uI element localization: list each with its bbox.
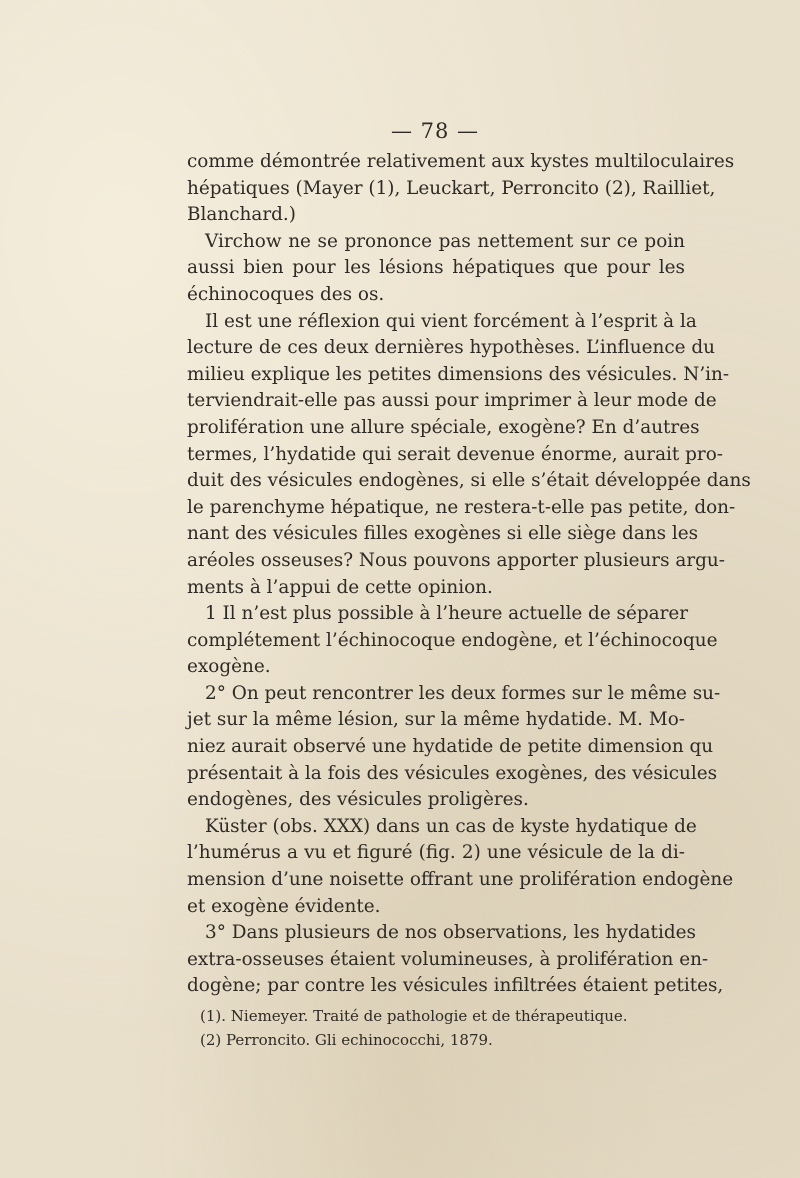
text-line: comme démontrée relativement aux kystes multiloculaires bbox=[187, 151, 735, 172]
text-line: prolifération une allure spéciale, exogène? En d’autres bbox=[187, 416, 700, 438]
text-line: jet sur la même lésion, sur la même hydatide. M. Mo- bbox=[187, 709, 685, 731]
text-line: et exogène évidente. bbox=[187, 895, 381, 917]
text-line: nant des vésicules filles exogènes si elle siège dans les bbox=[187, 523, 699, 545]
text-line: Il est une réflexion qui vient forcément à l’esprit à la bbox=[205, 310, 697, 332]
text-line: 2° On peut rencontrer les deux formes sur le même su- bbox=[205, 682, 721, 704]
text-line: terviendrait-elle pas aussi pour imprimer à leur mode de bbox=[187, 390, 717, 412]
text-line: milieu explique les petites dimensions des vésicules. N’in- bbox=[187, 363, 730, 385]
text-line: ments à l’appui de cette opinion. bbox=[187, 576, 493, 598]
footnotes bbox=[200, 1004, 680, 1052]
text-line: l’humérus a vu et figuré (fig. 2) une vésicule de la di- bbox=[187, 842, 685, 864]
page-number: — 78 — bbox=[390, 119, 480, 143]
text-line: lecture de ces deux dernières hypothèses. L’influence du bbox=[187, 337, 716, 359]
text-line: hépatiques (Mayer (1), Leuckart, Perroncito (2), Railliet, bbox=[187, 177, 716, 199]
text-line: dogène; par contre les vésicules infiltrées étaient petites, bbox=[187, 975, 724, 997]
text-line: Blanchard.) bbox=[187, 204, 296, 226]
text-line: 1 Il n’est plus possible à l’heure actuelle de séparer bbox=[205, 603, 689, 625]
text-line: duit des vésicules endogènes, si elle s’était développée dans bbox=[187, 470, 751, 492]
text-line: aussi bien pour les lésions hépatiques que pour les bbox=[187, 257, 685, 279]
text-line: Virchow ne se prononce pas nettement sur ce poin bbox=[205, 230, 685, 252]
text-line: extra-osseuses étaient volumineuses, à prolifération en- bbox=[187, 948, 709, 970]
text-line: complétement l’échinocoque endogène, et l’échinocoque bbox=[187, 629, 718, 651]
text-line: mension d’une noisette offrant une prolifération endogène bbox=[187, 869, 734, 891]
text-line: exogène. bbox=[187, 656, 271, 678]
text-line: Küster (obs. XXX) dans un cas de kyste hydatique de bbox=[205, 815, 697, 837]
text-line: endogènes, des vésicules proligères. bbox=[187, 789, 529, 811]
footnote: (1). Niemeyer. Traité de pathologie et de thérapeutique. bbox=[200, 1007, 628, 1025]
footnote: (2) Perroncito. Gli echinococchi, 1879. bbox=[200, 1031, 493, 1049]
text-line: termes, l’hydatide qui serait devenue énorme, aurait pro- bbox=[187, 443, 724, 465]
text-line: niez aurait observé une hydatide de petite dimension qu bbox=[187, 736, 714, 758]
text-line: 3° Dans plusieurs de nos observations, les hydatides bbox=[205, 922, 696, 944]
text-line: le parenchyme hépatique, ne restera-t-elle pas petite, don- bbox=[187, 496, 736, 518]
text-line: aréoles osseuses? Nous pouvons apporter plusieurs argu- bbox=[187, 549, 725, 571]
text-line: présentait à la fois des vésicules exogènes, des vésicules bbox=[187, 762, 718, 784]
text-line: échinocoques des os. bbox=[187, 283, 385, 305]
body-text bbox=[187, 149, 751, 1000]
